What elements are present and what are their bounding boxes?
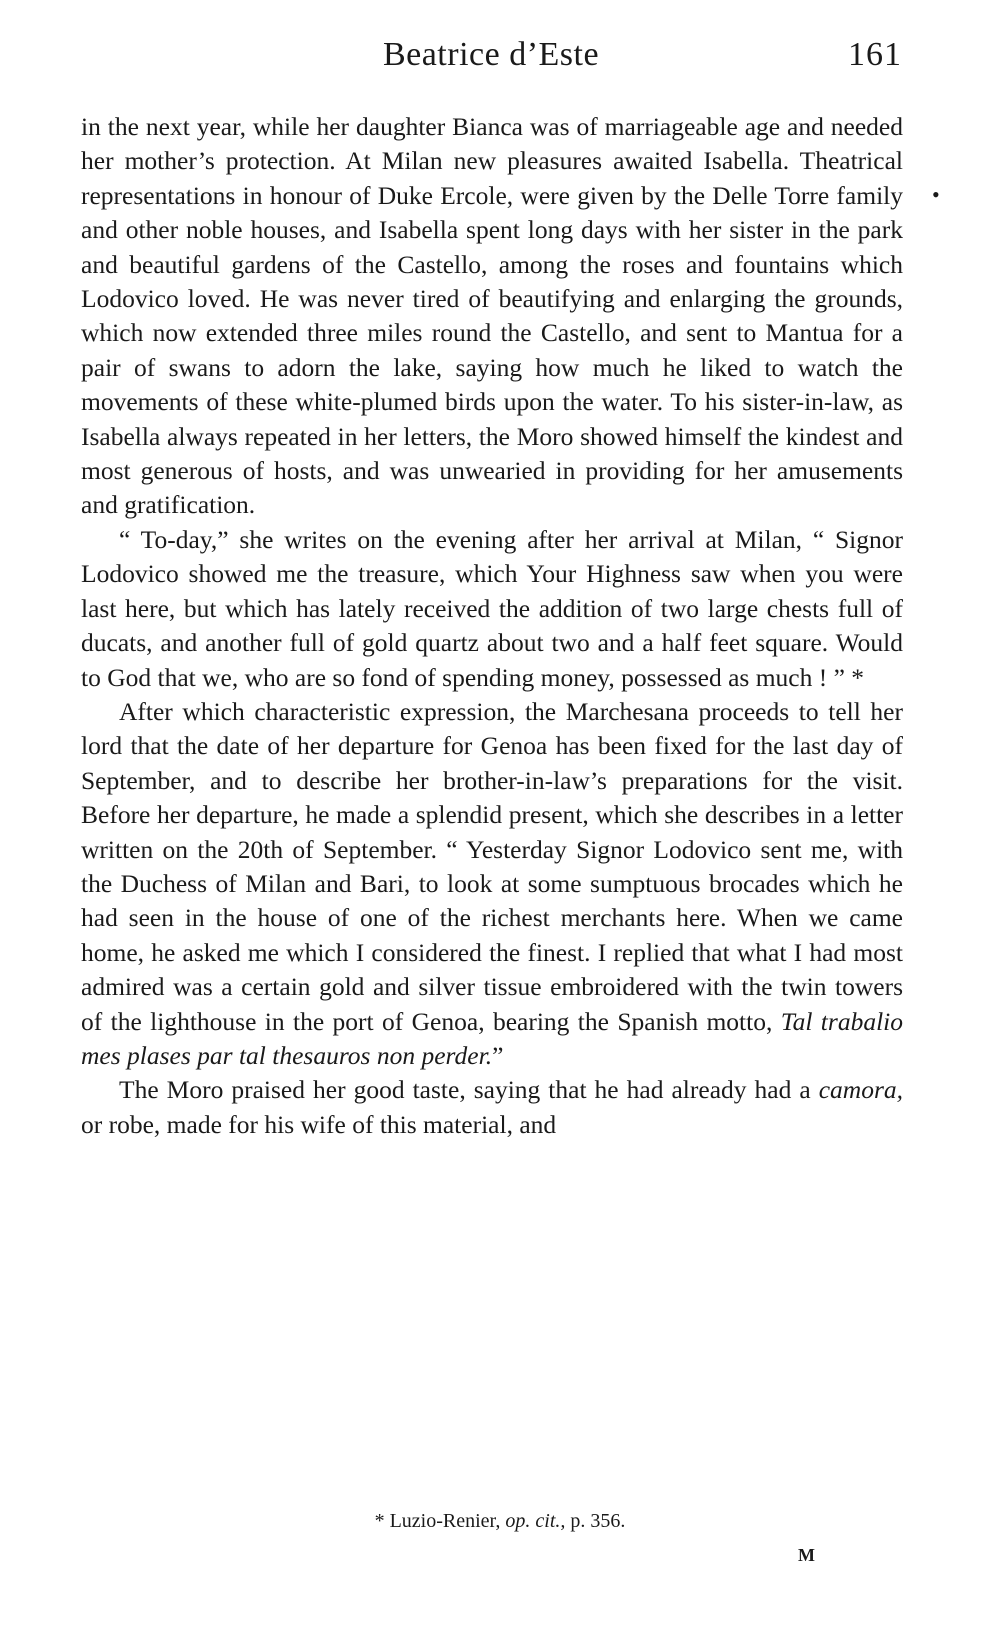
signature-mark: M (798, 1545, 816, 1565)
spanish-motto: Tal trabalio mes plases par tal thesauros non perder. (81, 1006, 903, 1070)
motto-close-quote: ” (492, 1040, 504, 1070)
footnote-author: Luzio-Renier, (389, 1510, 501, 1532)
paragraph-1: in the next year, while her daughter Bianca was of marriageable age and needed her mother’s protection. At Milan new pleasures awaited Isabella. Theatrical representations in honour of Duke Ercole, were given by the Delle Torre family and other noble houses, and Isabella spent long days with her sister in the park and beautiful gardens of the Castello, among the roses and fountains which Lodovico loved. He was never tired of beautifying and enlarging the grounds, which now extended three miles round the Castello, and sent to Mantua for a pair of swans to adorn the lake, saying how much he liked to watch the movements of these white-plumed birds upon the water. To his sister-in-law, as Isabella always repeated in her letters, the Moro showed himself the kindest and most generous of hosts, and was unwearied in providing for her amusements and gratification. (81, 112, 903, 520)
paragraph-4-start: The Moro praised her good taste, saying that he had already had a (119, 1075, 811, 1105)
paragraph-4-end: or robe, made for his wife of this material, and (81, 1109, 557, 1139)
running-title: Beatrice d’Este (382, 36, 600, 73)
paragraph-3-text: After which characteristic expression, the Marchesana proceeds to tell her lord that the date of her departure for Genoa has been fixed for the last day of September, and to describe her brother-in-law’s preparations for the visit. Before her departure, he made a splendid present, which she describes in a letter written on the 20th of September. “ Yesterday Signor Lodovico sent me, with the Duchess of Milan and Bari, to look at some sumptuous brocades which he had seen in the house of one of the richest merchants here. When we came home, he asked me which I considered the finest. I replied that what I had most admired was a certain gold and silver tissue embroidered with the twin towers of the lighthouse in the port of Genoa, bearing the Spanish motto, (81, 696, 903, 1036)
stray-ink-mark: • (932, 182, 940, 207)
paragraph-4 (81, 1073, 903, 1142)
page-number: 161 (848, 36, 902, 73)
paragraph-3 (81, 695, 903, 1073)
footnote-op-cit: op. cit., (505, 1510, 566, 1532)
body-text (81, 110, 903, 1142)
footnote-page: p. 356. (570, 1510, 626, 1532)
footnote-marker: * (374, 1510, 385, 1532)
camora-word: camora, (818, 1075, 904, 1105)
page-header (80, 36, 902, 86)
footnote (0, 1510, 1000, 1533)
paragraph-2: “ To-day,” she writes on the evening after her arrival at Milan, “ Signor Lodovico showed me the treasure, which Your Highness saw when you were last here, but which has lately received the addition of two large chests full of ducats, and another full of gold quartz about two and a half feet square. Would to God that we, who are so fond of spending money, possessed as much ! ” * (81, 524, 903, 692)
